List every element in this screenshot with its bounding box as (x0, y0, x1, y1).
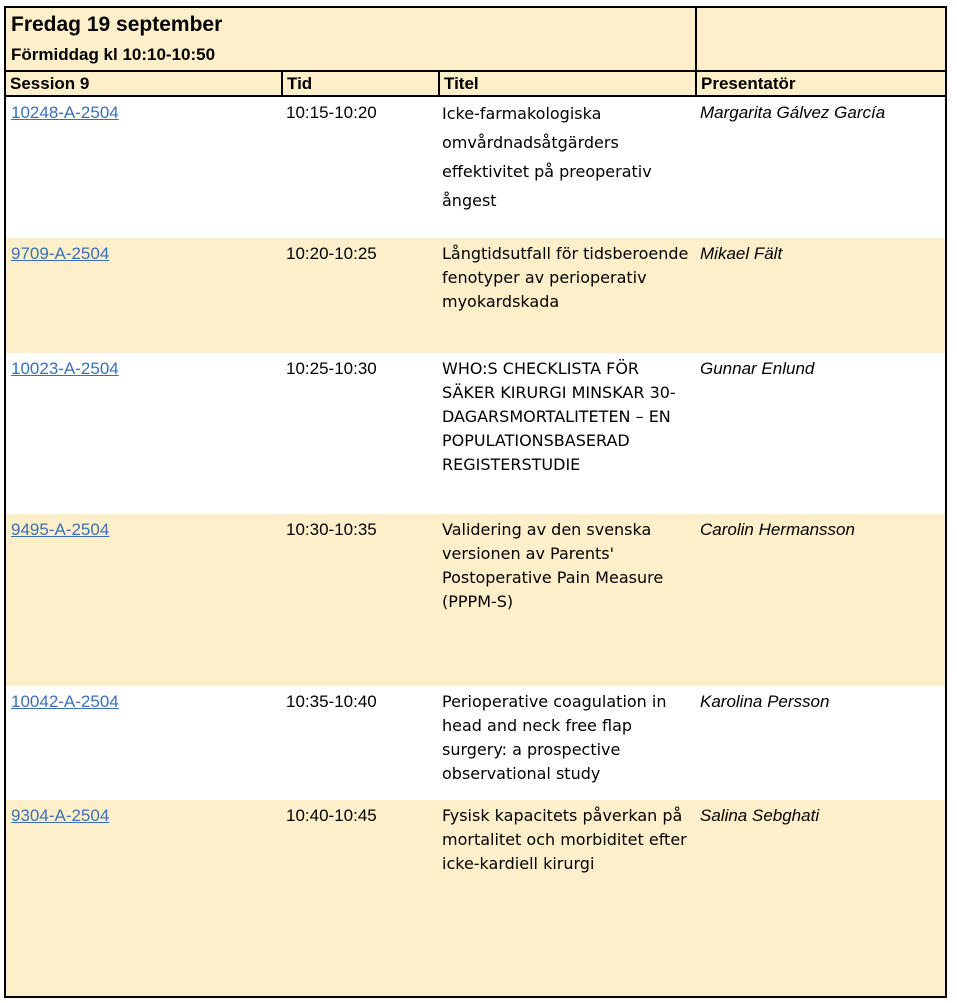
table-row (6, 686, 945, 800)
abstract-link[interactable]: 9304-A-2504 (11, 806, 110, 825)
column-header-row (6, 70, 945, 97)
time-cell: 10:15-10:20 (286, 103, 377, 122)
abstract-link[interactable]: 10023-A-2504 (11, 359, 119, 378)
title-cell: Fysisk kapacitets påverkan på mortalitet och morbiditet efter icke-kardiell kirurgi (442, 806, 687, 873)
time-cell: 10:20-10:25 (286, 244, 377, 263)
time-cell: 10:40-10:45 (286, 806, 377, 825)
title-cell: WHO:S CHECKLISTA FÖR SÄKER KIRURGI MINSKAR 30-DAGARSMORTALITETEN – EN POPULATIONSBASERAD REGISTERSTUDIE (442, 359, 676, 474)
abstract-link[interactable]: 9709-A-2504 (11, 244, 110, 263)
column-header-session: Session 9 (10, 74, 90, 93)
title-cell: Icke-farmakologiska omvårdnadsåtgärders effektivitet på preoperativ ångest (442, 104, 652, 210)
presenter-cell: Margarita Gálvez García (700, 103, 886, 122)
title-cell: Validering av den svenska versionen av Parents' Postoperative Pain Measure (PPPM-S) (442, 520, 664, 611)
header-divider (695, 8, 697, 70)
presenter-cell: Carolin Hermansson (700, 520, 855, 539)
title-cell: Perioperative coagulation in head and neck free flap surgery: a prospective observational study (442, 692, 667, 783)
table-row (6, 800, 945, 996)
table-row (6, 514, 945, 686)
page-title: Fredag 19 september (11, 13, 223, 36)
column-header-title: Titel (444, 74, 479, 93)
presenter-cell: Mikael Fält (700, 244, 783, 263)
time-cell: 10:25-10:30 (286, 359, 377, 378)
abstract-link[interactable]: 9495-A-2504 (11, 520, 110, 539)
presenter-cell: Gunnar Enlund (700, 359, 815, 378)
table-header-band (6, 8, 945, 70)
presenter-cell: Salina Sebghati (700, 806, 820, 825)
column-header-presenter: Presentatör (701, 74, 796, 93)
presenter-cell: Karolina Persson (700, 692, 830, 711)
title-cell: Långtidsutfall för tidsberoende fenotyper av perioperativ myokardskada (442, 244, 689, 311)
table-row (6, 238, 945, 353)
schedule-table (4, 6, 947, 998)
session-time-subtitle: Förmiddag kl 10:10-10:50 (11, 45, 216, 64)
table-row (6, 353, 945, 514)
table-row (6, 97, 945, 238)
time-cell: 10:30-10:35 (286, 520, 377, 539)
time-cell: 10:35-10:40 (286, 692, 377, 711)
abstract-link[interactable]: 10248-A-2504 (11, 103, 119, 122)
abstract-link[interactable]: 10042-A-2504 (11, 692, 119, 711)
column-header-time: Tid (287, 74, 313, 93)
